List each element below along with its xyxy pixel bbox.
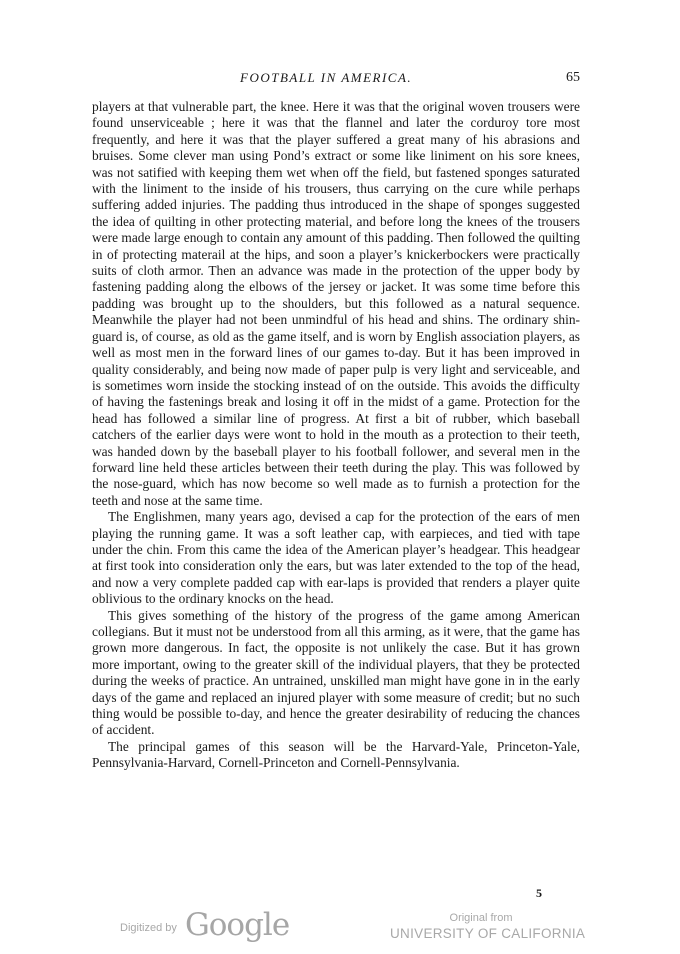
running-title: FOOTBALL IN AMERICA. [240, 70, 413, 85]
digitization-footer [0, 905, 680, 954]
page-header [0, 70, 680, 90]
institution-label: UNIVERSITY OF CALIFORNIA [390, 926, 586, 941]
signature-mark: 5 [536, 886, 542, 900]
original-from-label: Original from [449, 912, 513, 924]
paragraph: This gives something of the history of the progress of the game among American collegians. But it must not be understood from all this arming, as it were, that the game has grown more dangerous. In fact, the opposite is not unlikely the case. But it has grown more important, owing to the greater skill of the individual players, that they be protected during the weeks of practice. An untrained, unskilled man might have gone in in the early days of the game and replaced an injured player with some measure of credit; but no such thing would be possible to-day, and hence the greater desirability of reducing the chances of accident. [92, 607, 580, 738]
body-text [92, 99, 580, 772]
paragraph: players at that vulnerable part, the knee. Here it was that the original woven trousers were found unserviceable ; here it was that the flannel and later the corduroy tore most frequently, and here it was that the player suffered a great many of his abrasions and bruises. Some clever man using Pond’s extract or some like liniment on his sore knees, was not satified with keeping them wet when off the field, but fastened sponges saturated with the liniment to the inside of his trousers, thus carrying on the cure while perhaps suffering added injuries. The padding thus introduced in the shape of sponges suggested the idea of quilting in other protecting material, and before long the knees of the trousers were made large enough to contain any amount of this padding. Then followed the quilting in of protecting materail at the hips, and soon a player’s knickerbockers were practically suits of cloth armor. Then an advance was made in the protection of the upper body by fastening padding along the elbows of the jersey or jacket. It was some time before this padding was brought up to the shoulders, but this followed as a natural sequence. Meanwhile the player had not been unmindful of his head and shins. The ordinary shin-guard is, of course, as old as the game itself, and is worn by English association players, as well as most men in the forward lines of our games to-day. But it has been improved in quality considerably, and being now made of paper pulp is very light and serviceable, and is sometimes worn inside the stocking instead of on the outside. This avoids the difficulty of having the fastenings break and losing it off in the midst of a game. Protection for the head has followed a similar line of progress. At first a bit of rubber, which baseball catchers of the earlier days were wont to hold in the mouth as a protection to their teeth, was handed down by the baseball player to his football follower, and several men in the forward line held these articles between their teeth during the play. This was followed by the nose-guard, which has now become so well made as to furnish a protection for the teeth and nose at the same time. [92, 99, 580, 508]
digitized-by-label: Digitized by [120, 922, 177, 934]
paragraph: The Englishmen, many years ago, devised a cap for the protection of the ears of men playing the running game. It was a soft leather cap, with earpieces, and tied with tape under the chin. From this came the idea of the American player’s headgear. This headgear at first took into consideration only the ears, but was later extended to the top of the head, and now a very complete padded cap with ear-laps is provided that renders a player quite oblivious to the ordinary knocks on the head. [92, 509, 580, 607]
page-number: 65 [566, 70, 580, 85]
paragraph: The principal games of this season will be the Harvard-Yale, Princeton-Yale, Pennsylvania-Harvard, Cornell-Princeton and Cornell-Pennsylvania. [92, 738, 580, 771]
google-logo: Google [185, 907, 290, 943]
